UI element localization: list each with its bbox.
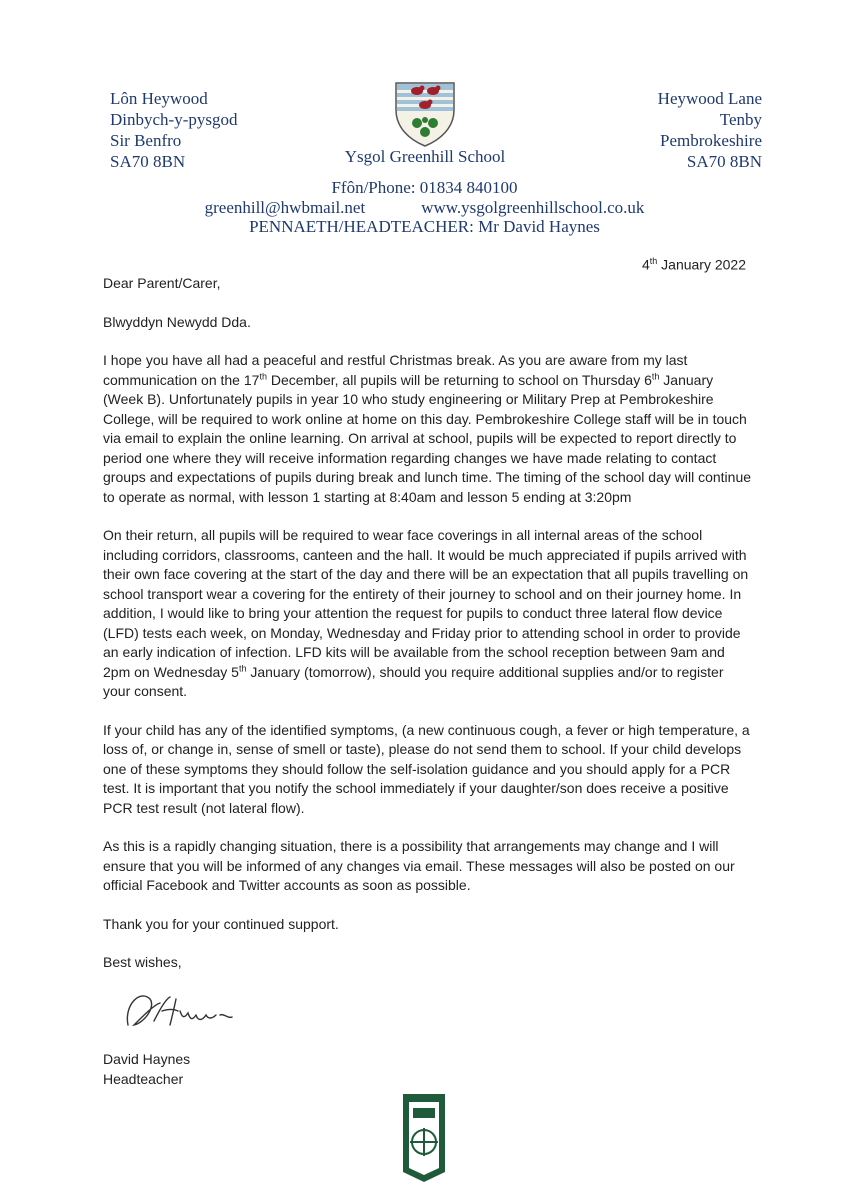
closing-line: Best wishes, [103,954,182,970]
address-line: Tenby [719,110,762,129]
salutation: Dear Parent/Carer, [103,275,221,291]
thanks-line: Thank you for your continued support. [103,915,339,932]
phone-number: Ffôn/Phone: 01834 840100 [331,178,518,197]
school-crest-logo [390,80,460,148]
greeting: Blwyddyn Newydd Dda. [103,313,251,330]
paragraph-updates: As this is a rapidly changing situation, there is a possibility that arrangements may change and I will ensure that you will be informed of any changes via email. These messages will also be posted on our official Facebook and Twitter accounts as soon as possible. [103,838,735,893]
signatory-role: Headteacher [103,1071,184,1087]
address-english [560,88,762,172]
headteacher-line: PENNAETH/HEADTEACHER: Mr David Haynes [249,217,600,236]
address-line: SA70 8BN [110,152,186,171]
letter-date: 4th January 2022 [641,256,746,273]
paragraph-symptoms: If your child has any of the identified symptoms, (a new continuous cough, a fever or high temperature, a loss of, or change in, sense of smell or taste), please do not send them to school. If your child develops one of these symptoms they should follow the self-isolation guidance and you should apply for a PCR test. It is important that you notify the school immediately if your daughter/son does receive a positive PCR test result (not lateral flow). [103,721,750,816]
letter-body [103,274,753,992]
handwritten-signature [120,985,240,1037]
paragraph-face-coverings: On their return, all pupils will be required to wear face coverings in all internal areas of the school including corridors, classrooms, canteen and the hall. It would be much appreciated if pupils arrived with their own face covering at the start of the day and there will be an expectation that all pupils travelling on school transport wear a covering for the entirety of their journey to school and on their journey home. In addition, I would like to bring your attention the request for pupils to conduct three lateral flow device (LFD) tests each week, on Monday, Wednesday and Friday prior to attending school in order to provide an early indication of infection. LFD kits will be available from the school reception between 9am and 2pm on Wednesday 5th January (tomorrow), should you require additional supplies and/or to register your consent. [103,527,749,699]
signatory-name: David Haynes [103,1051,191,1067]
address-line: Dinbych-y-pysgod [110,110,238,129]
address-line: Heywood Lane [657,89,762,108]
address-line: Lôn Heywood [110,89,208,108]
school-name: Ysgol Greenhill School [344,147,506,166]
signatory [103,1049,190,1089]
website-link[interactable]: www.ysgolgreenhillschool.co.uk [421,198,645,217]
email-address[interactable]: greenhill@hwbmail.net [204,198,366,217]
footer-badge-logo [401,1092,447,1184]
contact-line [0,198,849,218]
address-line: Pembrokeshire [660,131,762,150]
address-line: SA70 8BN [686,152,762,171]
paragraph-return: I hope you have all had a peaceful and restful Christmas break. As you are aware from my last communication on the 17th December, all pupils will be returning to school on Thursday 6th January (Week B). Unfortunately pupils in year 10 who study engineering or Military Prep at Pembrokeshire College, will be required to work online at home on this day. Pembrokeshire College staff will be in touch via email to explain the online learning. On arrival at school, pupils will be expected to report directly to period one where they will receive information regarding changes we have made relating to contact groups and expectations of pupils during break and lunch time. The timing of the school day will continue to operate as normal, with lesson 1 starting at 8:40am and lesson 5 ending at 3:20pm [103,352,752,505]
address-welsh [110,88,237,172]
address-line: Sir Benfro [110,131,182,150]
